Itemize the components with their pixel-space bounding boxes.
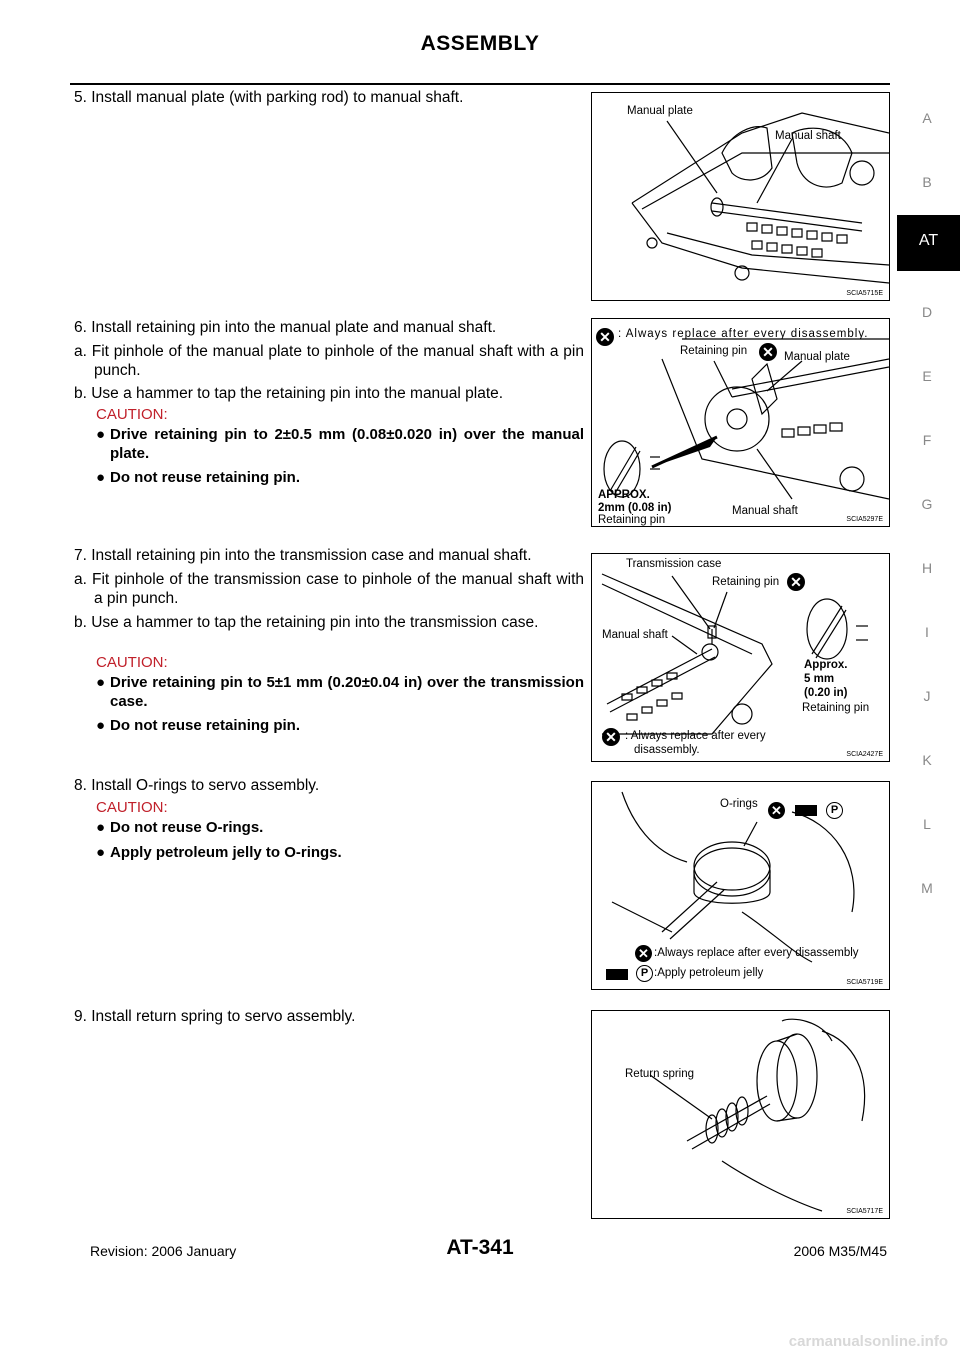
figure-label: Manual shaft [732, 505, 798, 517]
watermark: carmanualsonline.info [788, 1333, 948, 1350]
side-index-m[interactable]: M [921, 880, 933, 896]
caution-bullet-text: Drive retaining pin to 2±0.5 mm (0.08±0.020 in) over the manual plate. [110, 426, 584, 462]
figure-label: Manual shaft [775, 130, 841, 142]
caution-bullet-text: Do not reuse retaining pin. [110, 469, 301, 486]
caution-bullet-7-2 [96, 716, 584, 735]
caution-bullet-text: Do not reuse retaining pin. [110, 717, 301, 734]
side-index-j[interactable]: J [923, 688, 931, 704]
figure-legend: : Always replace after every [625, 730, 766, 742]
figure-return-spring [591, 1010, 890, 1219]
step-6: 6. Install retaining pin into the manual plate and manual shaft. [74, 319, 497, 336]
caution-bullet-7-1 [96, 673, 584, 711]
footer-model: 2006 M35/M45 [793, 1243, 887, 1259]
footer-revision: Revision: 2006 January [90, 1243, 237, 1259]
figure-manual-plate [591, 92, 890, 301]
bullet-dot-icon: ● [96, 469, 106, 486]
figure-label: Manual plate [784, 351, 850, 363]
footer-page-number: AT-341 [446, 1236, 514, 1259]
figure-label: Retaining pin [802, 702, 870, 714]
petroleum-jelly-icon [795, 805, 817, 816]
caution-bullet-6-2 [96, 468, 584, 487]
figure-label: Retaining pin [712, 576, 780, 588]
side-index-f[interactable]: F [922, 432, 932, 448]
bullet-dot-icon: ● [96, 674, 106, 691]
figure-legend: :Always replace after every disassembly [654, 947, 859, 959]
figure-code: SCIA5719E [846, 979, 883, 986]
step-6a: a. Fit pinhole of the manual plate to pinhole of the manual shaft with a pin punch. [74, 343, 584, 379]
figure-code: SCIA5717E [846, 1208, 883, 1215]
replace-part-icon: ✕ [768, 802, 785, 819]
figure-legend: : Always replace after every disassembly. [618, 328, 869, 340]
figure-label: Return spring [625, 1068, 695, 1080]
figure-legend: :Apply petroleum jelly [654, 967, 764, 979]
side-index-e[interactable]: E [922, 368, 932, 384]
figure-retaining-pin-transmission-case [591, 553, 890, 762]
figure-label: 5 mm [804, 673, 835, 685]
side-index-a[interactable]: A [922, 110, 932, 126]
step-7: 7. Install retaining pin into the transmission case and manual shaft. [74, 547, 532, 564]
side-index-g[interactable]: G [921, 496, 933, 512]
figure-retaining-pin-manual-plate [591, 318, 890, 527]
replace-part-icon: ✕ [596, 328, 614, 346]
figure-code: SCIA2427E [846, 751, 883, 758]
figure-o-rings [591, 781, 890, 990]
side-index-h[interactable]: H [921, 560, 933, 576]
figure-label: O-rings [720, 798, 758, 810]
figure-label: Transmission case [626, 558, 722, 570]
return-spring-illustration [592, 1011, 889, 1218]
caution-bullet-6-1 [96, 425, 584, 463]
bullet-dot-icon: ● [96, 844, 106, 861]
step-8: 8. Install O-rings to servo assembly. [74, 777, 320, 794]
step-9: 9. Install return spring to servo assembly. [74, 1008, 356, 1025]
caution-bullet-8-1 [96, 818, 584, 837]
bullet-dot-icon: ● [96, 819, 106, 836]
petroleum-jelly-icon [606, 969, 628, 980]
step-5: 5. Install manual plate (with parking rod) to manual shaft. [74, 89, 464, 106]
caution-label-8: CAUTION: [96, 799, 168, 816]
figure-legend: disassembly. [634, 744, 700, 756]
figure-label: Retaining pin [680, 345, 748, 357]
figure-label: Approx. [804, 659, 848, 671]
figure-code: SCIA5297E [846, 516, 883, 523]
caution-label-7: CAUTION: [96, 654, 168, 671]
bullet-dot-icon: ● [96, 426, 106, 443]
side-index-d[interactable]: D [921, 304, 933, 320]
step-7a: a. Fit pinhole of the transmission case to pinhole of the manual shaft with a pin punch. [74, 571, 584, 607]
caution-bullet-text: Drive retaining pin to 5±1 mm (0.20±0.04 in) over the transmission case. [110, 674, 584, 710]
petroleum-p-icon: P [636, 965, 653, 982]
replace-part-icon: ✕ [602, 728, 620, 746]
manual-plate-illustration [592, 93, 889, 300]
figure-label: 2mm (0.08 in) [598, 502, 672, 514]
figure-code: SCIA5715E [846, 290, 883, 297]
side-index-b[interactable]: B [922, 174, 932, 190]
figure-label: Manual plate [627, 105, 693, 117]
side-index-l[interactable]: L [923, 816, 931, 832]
caution-label-6: CAUTION: [96, 406, 168, 423]
figure-label: Manual shaft [602, 629, 668, 641]
figure-label: APPROX. [598, 489, 650, 501]
caution-bullet-8-2 [96, 843, 584, 862]
side-index-active-label: AT [918, 232, 939, 249]
page-title: ASSEMBLY [420, 32, 540, 55]
caution-bullet-text: Do not reuse O-rings. [110, 819, 264, 836]
side-index-k[interactable]: K [922, 752, 932, 768]
side-index-i[interactable]: I [925, 624, 929, 640]
petroleum-p-icon: P [826, 802, 843, 819]
figure-label: (0.20 in) [804, 687, 848, 699]
caution-bullet-text: Apply petroleum jelly to O-rings. [110, 844, 342, 861]
replace-part-icon: ✕ [787, 573, 805, 591]
replace-part-icon: ✕ [759, 343, 777, 361]
step-7b: b. Use a hammer to tap the retaining pin into the transmission case. [74, 614, 539, 631]
bullet-dot-icon: ● [96, 717, 106, 734]
header-rule [70, 83, 890, 85]
replace-part-icon: ✕ [635, 945, 652, 962]
figure-label: Retaining pin [598, 514, 666, 526]
step-6b: b. Use a hammer to tap the retaining pin into the manual plate. [74, 385, 504, 402]
